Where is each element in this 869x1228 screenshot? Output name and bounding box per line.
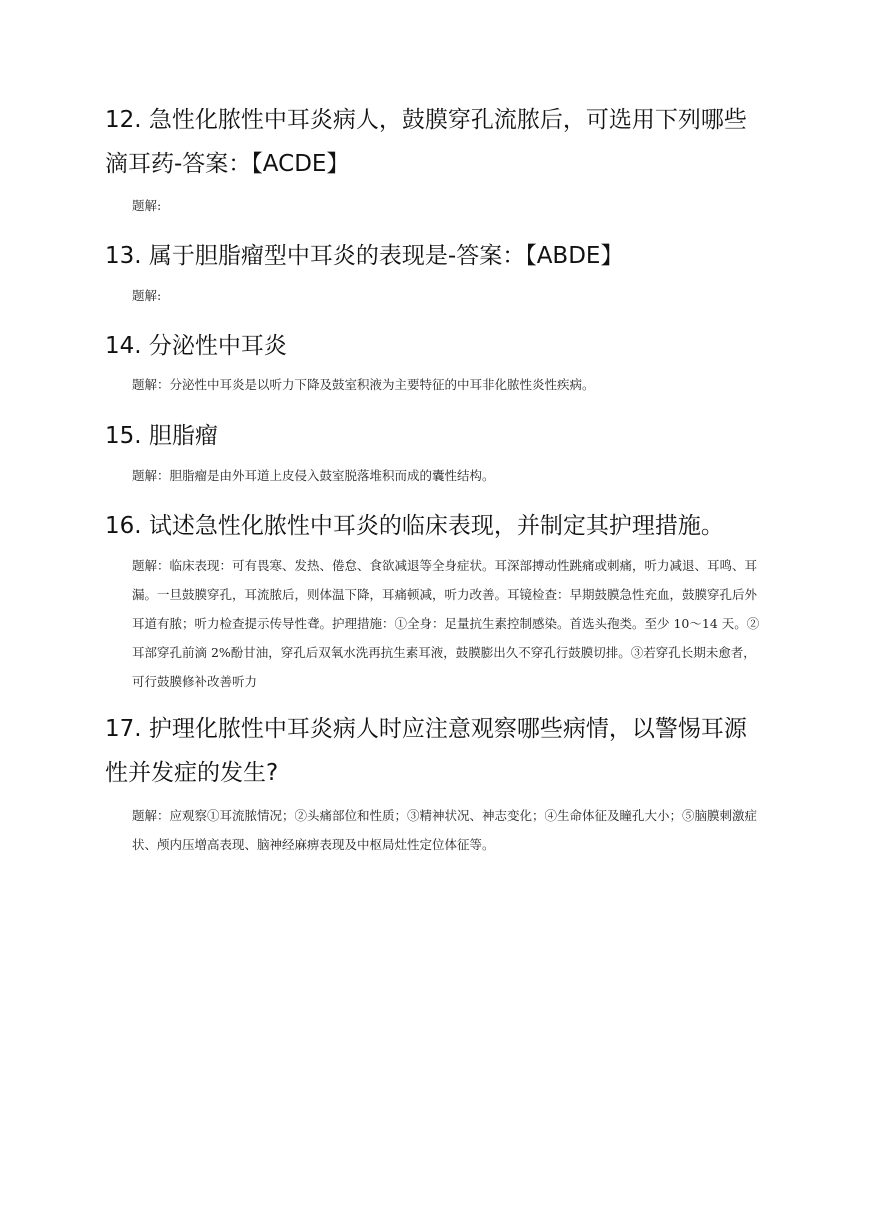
question-16-explanation: 题解：临床表现：可有畏寒、发热、倦怠、食欲减退等全身症状。耳深部搏动性跳痛或刺痛，听力减退、耳鸣、耳漏。一旦鼓膜穿孔，耳流脓后，则体温下降，耳痛顿减，听力改善。耳镜检查：早期鼓膜急性充血，鼓膜穿孔后外耳道有脓；听力检查提示传导性聋。护理措施：①全身：足量抗生素控制感染。首选头孢类。至少 10～14 天。②耳部穿孔前滴 2%酚甘油，穿孔后双氧水洗再抗生素耳液，鼓膜膨出久不穿孔行鼓膜切排。③若穿孔长期未愈者，可行鼓膜修补改善听力 (132, 558, 760, 689)
question-12-title: 12. 急性化脓性中耳炎病人，鼓膜穿孔流脓后，可选用下列哪些滴耳药-答案：【ACDE】 (105, 107, 747, 177)
question-17-title: 17. 护理化脓性中耳炎病人时应注意观察哪些病情，以警惕耳源性并发症的发生? (105, 716, 747, 786)
question-15-explanation: 题解：胆脂瘤是由外耳道上皮侵入鼓室脱落堆积而成的囊性结构。 (132, 468, 495, 483)
question-14-title: 14. 分泌性中耳炎 (105, 333, 287, 359)
question-13-explanation: 题解: (132, 288, 162, 303)
question-15-title: 15. 胆脂瘤 (105, 423, 218, 449)
question-17-explanation: 题解：应观察①耳流脓情况；②头痛部位和性质；③精神状况、神志变化；④生命体征及瞳孔大小；⑤脑膜刺激症状、颅内压增高表现、脑神经麻痹表现及中枢局灶性定位体征等。 (132, 808, 758, 852)
question-12-explanation: 题解: (132, 198, 162, 213)
question-14-explanation: 题解：分泌性中耳炎是以听力下降及鼓室积液为主要特征的中耳非化脓性炎性疾病。 (132, 377, 595, 392)
question-13-title: 13. 属于胆脂瘤型中耳炎的表现是-答案：【ABDE】 (105, 243, 624, 269)
question-16-title: 16. 试述急性化脓性中耳炎的临床表现，并制定其护理措施。 (105, 513, 724, 539)
